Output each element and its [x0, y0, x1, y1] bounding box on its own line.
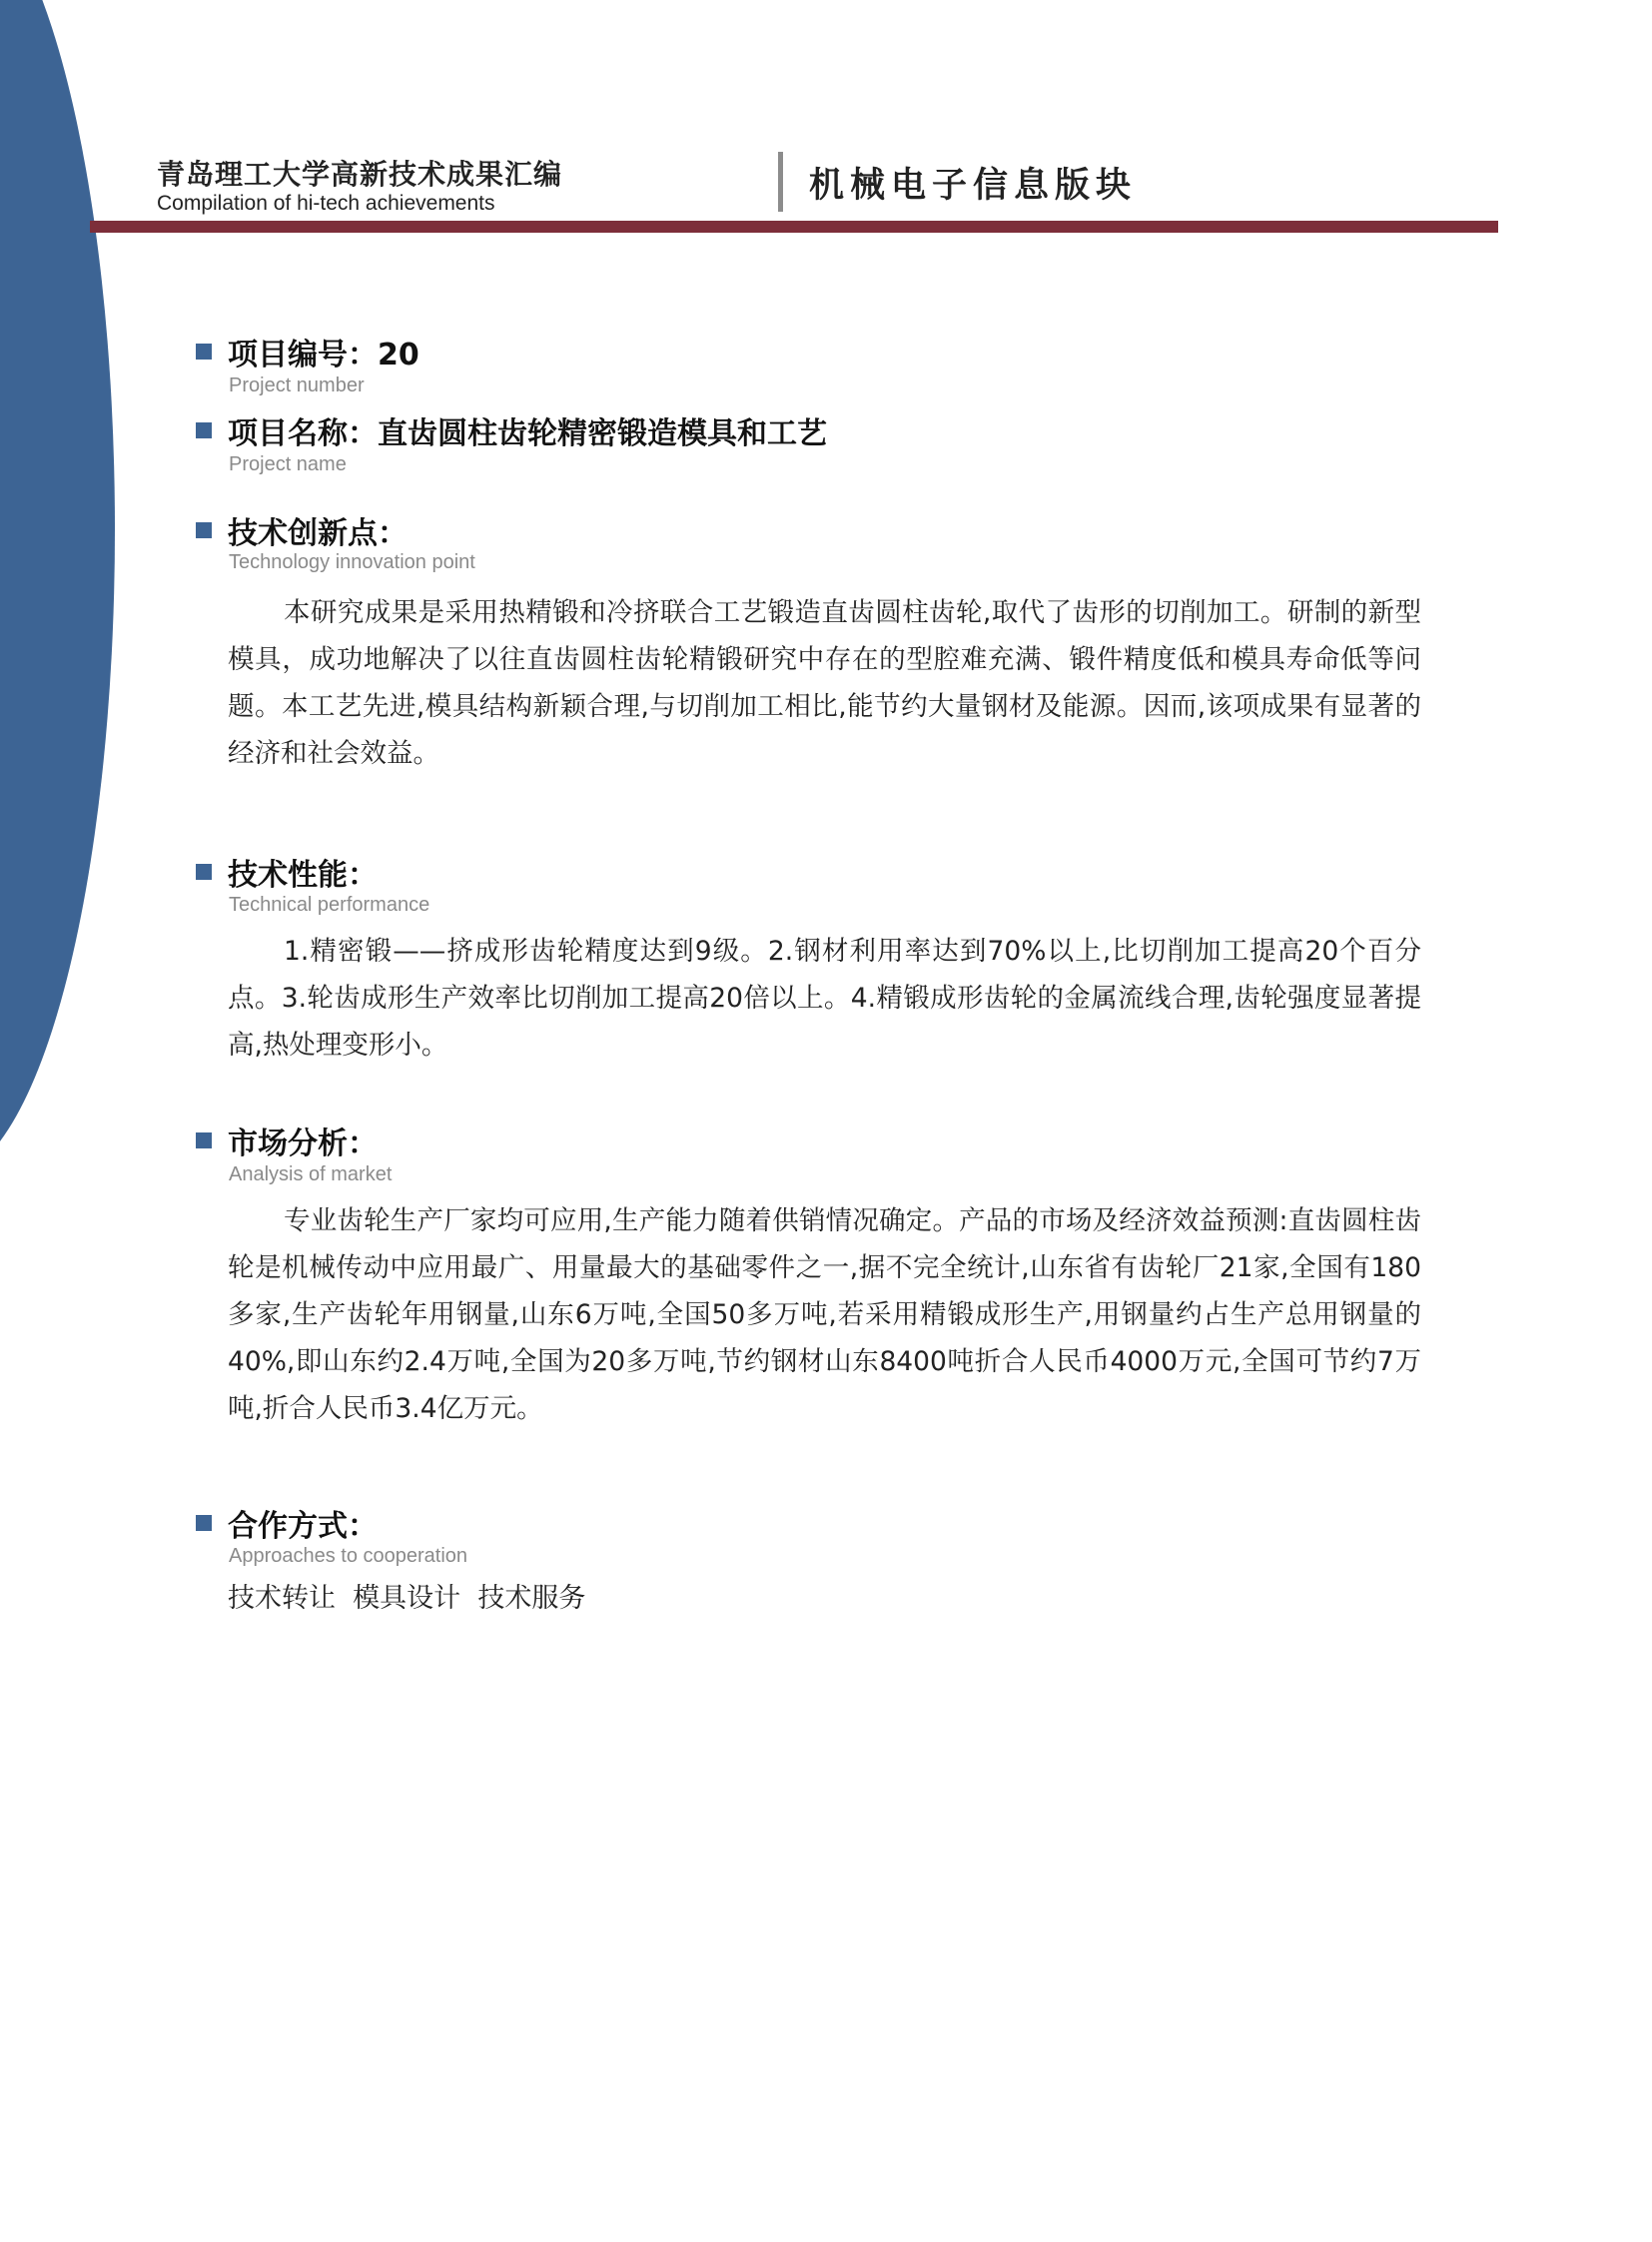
square-bullet-icon	[196, 522, 212, 538]
cooperation-label: 合作方式：	[228, 1509, 378, 1544]
market-en: Analysis of market	[229, 1163, 393, 1185]
project-name-label: 项目名称：直齿圆柱齿轮精密锻造模具和工艺	[228, 416, 827, 451]
cooperation-heading	[196, 1503, 378, 1543]
publication-title: 青岛理工大学高新技术成果汇编	[157, 158, 563, 191]
square-bullet-icon	[196, 1515, 212, 1531]
innovation-label: 技术创新点：	[228, 516, 408, 551]
innovation-en: Technology innovation point	[229, 551, 475, 573]
project-number-label: 项目编号：20	[228, 338, 419, 373]
header-separator	[778, 152, 783, 212]
publication-subtitle: Compilation of hi-tech achievements	[157, 192, 495, 215]
market-heading	[196, 1121, 378, 1160]
performance-heading	[196, 852, 378, 892]
square-bullet-icon	[196, 1132, 212, 1148]
project-number-heading	[196, 332, 419, 372]
project-name-en: Project name	[229, 453, 347, 475]
innovation-text: 本研究成果是采用热精锻和冷挤联合工艺锻造直齿圆柱齿轮,取代了齿形的切削加工。研制的新型模具，成功地解决了以往直齿圆柱齿轮精锻研究中存在的型腔难充满、锻件精度低和模具寿命低等问题。本工艺先进,模具结构新颖合理,与切削加工相比,能节约大量钢材及能源。因而,该项成果有显著的经济和社会效益。	[228, 597, 1421, 769]
header-rule	[90, 221, 1498, 233]
innovation-heading	[196, 510, 408, 550]
performance-label: 技术性能：	[228, 858, 378, 893]
square-bullet-icon	[196, 344, 212, 360]
performance-text: 1.精密锻——挤成形齿轮精度达到9级。2.钢材利用率达到70%以上,比切削加工提高20个百分点。3.轮齿成形生产效率比切削加工提高20倍以上。4.精锻成形齿轮的金属流线合理,齿轮强度显著提高,热处理变形小。	[228, 936, 1421, 1061]
market-label: 市场分析：	[228, 1126, 378, 1161]
cooperation-text: 技术转让 模具设计 技术服务	[228, 1583, 586, 1614]
performance-en: Technical performance	[229, 894, 430, 916]
decorative-side-shape	[0, 0, 115, 1178]
cooperation-en: Approaches to cooperation	[229, 1545, 468, 1567]
section-title: 机械电子信息版块	[809, 165, 1138, 206]
square-bullet-icon	[196, 422, 212, 438]
square-bullet-icon	[196, 864, 212, 880]
market-text: 专业齿轮生产厂家均可应用,生产能力随着供销情况确定。产品的市场及经济效益预测:直齿圆柱齿轮是机械传动中应用最广、用量最大的基础零件之一,据不完全统计,山东省有齿轮厂21家,全国有180多家,生产齿轮年用钢量,山东6万吨,全国50多万吨,若采用精锻成形生产,用钢量约占生产总用钢量的40%,即山东约2.4万吨,全国为20多万吨,节约钢材山东8400吨折合人民币4000万元,全国可节约7万吨,折合人民币3.4亿万元。	[228, 1205, 1421, 1424]
project-number-en: Project number	[229, 374, 365, 396]
project-name-heading	[196, 410, 827, 450]
